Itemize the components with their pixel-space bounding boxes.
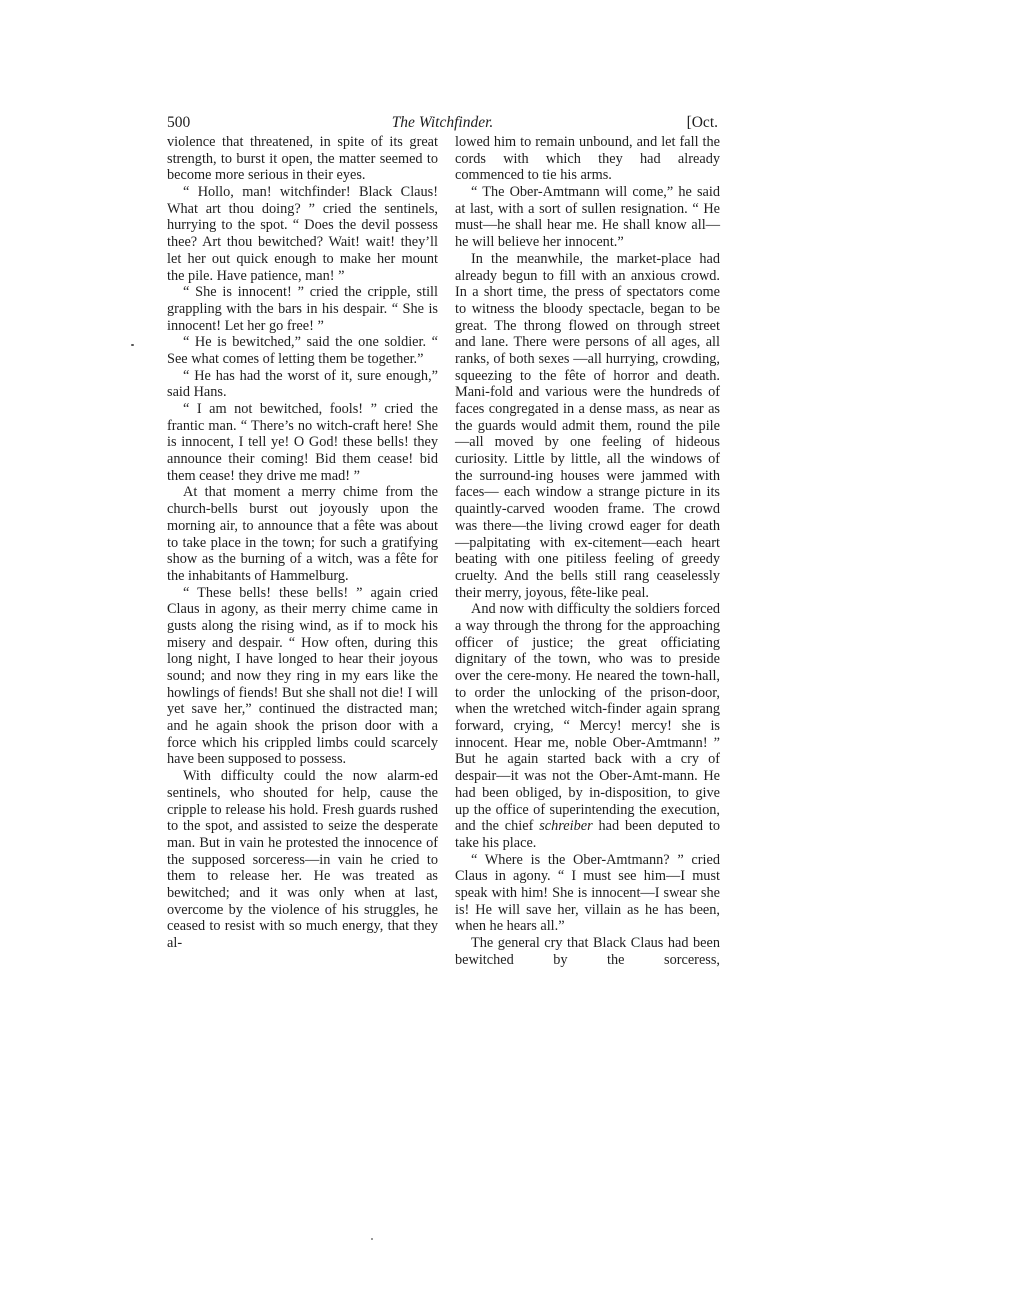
right-column bbox=[455, 134, 720, 968]
paragraph: “ I am not bewitched, fools! ” cried the frantic man. “ There’s no witch-craft here! She is innocent, I tell ye! O God! these bells! they announce their coming! Bid them cease! bid them cease! they drive me mad! ” bbox=[167, 401, 438, 484]
paragraph: The general cry that Black Claus had been bewitched by the sorceress, bbox=[455, 935, 720, 968]
paragraph: “ The Ober-Amtmann will come,” he said at last, with a sort of sullen resignation. “ He must—he shall hear me. He shall know all—he will believe her innocent.” bbox=[455, 184, 720, 251]
page-number: 500 bbox=[167, 114, 191, 131]
left-column bbox=[167, 134, 438, 952]
paragraph bbox=[455, 601, 720, 851]
paragraph: “ She is innocent! ” cried the cripple, still grappling with the bars in his despair. “ She is innocent! Let her go free! ” bbox=[167, 284, 438, 334]
paragraph: At that moment a merry chime from the church-bells burst out joyously upon the morning air, to announce that a fête was about to take place in the town; for such a gratifying show as the burning of a witch, was a fête for the inhabitants of Hammelburg. bbox=[167, 484, 438, 584]
issue-month: [Oct. bbox=[686, 114, 718, 131]
ink-speck bbox=[131, 344, 134, 346]
paragraph: “ He is bewitched,” said the one soldier. “ See what comes of letting them be together.” bbox=[167, 334, 438, 367]
paragraph-text: And now with difficulty the soldiers forced a way through the throng for the approaching officer of justice; the great officiating dignitary of the town, who was to preside over the cere-mony. He neared the town-hall, to order the unlocking of the prison-door, when the wretched witch-finder again sprang forward, crying, “ Mercy! mercy! she is innocent. Hear me, noble Ober-Amtmann! ” But he again started back with a cry of despair—it was not the Ober-Amt-mann. He had been obliged, by in-disposition, to give up the office of superintending the execution, and the chief bbox=[455, 601, 720, 835]
paragraph: “ He has had the worst of it, sure enough,” said Hans. bbox=[167, 367, 438, 401]
paragraph: lowed him to remain unbound, and let fall the cords with which they had already commenced to tie his arms. bbox=[455, 134, 720, 184]
paragraph: With difficulty could the now alarm-ed sentinels, who shouted for help, cause the cripple to release his hold. Fresh guards rushed to the spot, and assisted to seize the desperate man. But in vain he protested the innocence of the supposed sorceress—in vain he cried to them to release her. He was treated as bewitched; and it was only when at last, overcome by the violence of his struggles, he ceased to resist with so much energy, that they al- bbox=[167, 768, 438, 951]
running-header bbox=[167, 112, 718, 134]
paragraph: In the meanwhile, the market-place had already begun to fill with an anxious crowd. In a short time, the press of spectators come to witness the bloody spectacle, began to be great. The throng flowed on through street and lane. There were persons of all ages, all ranks, of both sexes —all hurrying, crowding, squeezing to the fête of horror and death. Mani-fold and various were the hundreds of faces congregated in a dense mass, as near as the guards would admit them, round the pile—all moved by one feeling of hideous curiosity. Little by little, all the windows of the surround-ing houses were jammed with faces— each window a strange picture in its quaintly-carved wooden frame. The crowd was there—the living crowd eager for death—palpitating with ex-citement—each heart beating with one pitiless feeling of greedy cruelty. And the bells still rang ceaselessly their merry, joyous, fête-like peal. bbox=[455, 250, 720, 601]
running-title: The Witchfinder. bbox=[391, 114, 494, 131]
paragraph: “ Where is the Ober-Amtmann? ” cried Claus in agony. “ I must see him—I must speak with him! She is innocent—I swear she is! He will save her, villain as he has been, when he hears all.” bbox=[455, 851, 720, 935]
paragraph: “ Hollo, man! witchfinder! Black Claus! What art thou doing? ” cried the sentinels, hurrying to the spot. “ Does the devil possess thee? Art thou bewitched? Wait! wait! they’ll let her out quick enough to make her mount the pile. Have patience, man! ” bbox=[167, 184, 438, 284]
paragraph: “ These bells! these bells! ” again cried Claus in agony, as their merry chime came in gusts along the rising wind, as if to mock his misery and despair. “ How often, during this long night, I have longed to hear their joyous sound; and now they ring in my ears like the howlings of fiends! But she shall not die! I will yet save her,” continued the distracted man; and he again shook the prison door with a force which his crippled limbs could scarcely have been supposed to possess. bbox=[167, 584, 438, 768]
paragraph-text: had been deputed to take his place. bbox=[455, 818, 721, 851]
paragraph: violence that threatened, in spite of its great strength, to burst it open, the matter seemed to become more serious in their eyes. bbox=[167, 134, 438, 184]
ink-speck bbox=[371, 1238, 373, 1240]
italic-term: schreiber bbox=[539, 818, 593, 835]
